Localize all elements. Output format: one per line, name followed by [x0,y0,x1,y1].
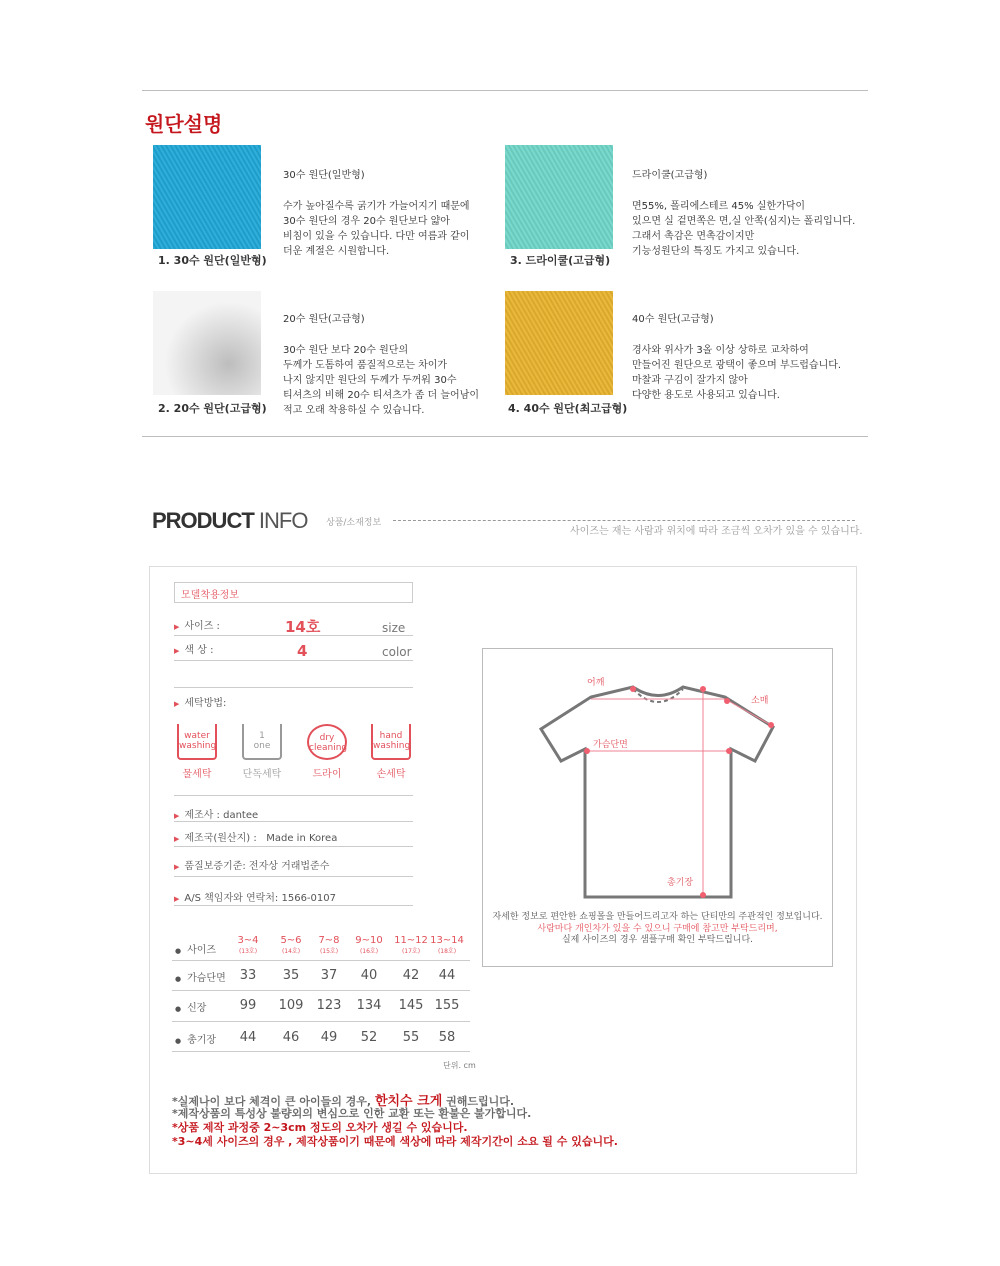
wash-label-1: 단독세탁 [242,769,282,780]
footer-note-4: *3~4세 사이즈의 경우 , 제작상품이기 때문에 색상에 따라 제작기간이 소요 될 수 있습니다. [172,1135,618,1148]
wash-label-2: 드라이 [312,769,342,780]
bullet-icon: ▶ [174,700,180,708]
size-cell: 123 [316,998,342,1013]
size-table-unit: 단위. cm [443,1061,476,1070]
top-divider [142,90,868,91]
fabric-caption-30: 1. 30수 원단(일반형) [158,254,267,267]
size-cell: 109 [278,998,304,1013]
fabric-desc-40 [632,297,868,403]
size-header: 9~10 (16호) [355,935,383,955]
size-row-label: ● 사이즈 [175,945,217,956]
size-cell: 52 [360,1030,378,1045]
footer-note-2: *제작상품의 특성상 불량외의 변심으로 인한 교환 또는 환불은 불가합니다. [172,1107,532,1120]
fabric-swatch-40 [505,291,613,395]
size-cell: 134 [356,998,382,1013]
size-cell: 46 [282,1030,300,1045]
diagram-label-length: 총기장 [667,878,694,888]
fabric-heading-40: 40수 원단(고급형) [632,314,714,325]
size-header: 11~12 (17호) [394,935,428,955]
model-color-row [174,641,413,661]
product-info-title-bold: PRODUCT [152,508,254,533]
size-cell: 49 [320,1030,338,1045]
wash-icon-2: dry cleaning [307,724,347,760]
model-size-unit: size [382,621,406,635]
size-cell: 155 [434,998,460,1013]
fabric-text-drycool: 면55%, 폴리에스테르 45% 실한가닥이 있으면 실 겉면쪽은 면,실 안쪽(심지)는 폴리입니다. 그래서 촉감은 면촉감이지만 기능성원단의 특징도 가지고 있습니다. [632,201,856,257]
info-row-maker [174,806,413,822]
fabric-caption-20: 2. 20수 원단(고급형) [158,402,267,415]
fabric-text-30: 수가 높아질수록 굵기가 가늘어지기 때문에 30수 원단의 경우 20수 원단보다 얇아 비침이 있을 수 있습니다. 다만 여름과 같이 더운 계절은 시원합니다. [283,201,470,257]
info-value: 전자상 거래법준수 [248,861,330,872]
model-color-unit: color [382,645,412,659]
bullet-icon: ▶ [174,623,180,631]
size-cell: 33 [239,968,257,983]
wash-divider [174,795,413,796]
footer-note-1c: 권해드립니다. [446,1095,515,1108]
diagram-note-2: 사람마다 개인차가 있을 수 있으니 구매에 참고만 부탁드리며, [537,924,778,934]
diagram-label-chest: 가슴단면 [593,740,628,750]
footer-note-1a: *실제나이 보다 체격이 큰 아이들의 경우, [172,1095,372,1108]
wash-method-text: 세탁방법: [184,698,227,709]
model-color-value: 4 [297,642,308,660]
fabric-heading-20: 20수 원단(고급형) [283,314,365,325]
info-row-quality [174,857,413,877]
wash-icon-0: water washing [177,724,217,760]
size-cell: 42 [402,968,420,983]
info-value: Made in Korea [266,833,338,844]
size-table-line [172,1051,470,1052]
fabric-heading-30: 30수 원단(일반형) [283,170,365,181]
size-cell: 58 [438,1030,456,1045]
wash-method-label [174,694,226,709]
fabric-swatch-30 [153,145,261,249]
info-label: A/S 책임자와 연락처: [184,893,279,904]
fabric-text-20: 30수 원단 보다 20수 원단의 두께가 도톰하여 품질적으로는 차이가 나지 않지만 원단의 두께가 두꺼워 30수 티셔츠의 비해 20수 티셔츠가 좀 더 늘어남이 적고 오래 착용하실 수 있습니다. [283,345,480,416]
fabric-section-title: 원단설명 [145,112,223,136]
fabric-caption-40: 4. 40수 원단(최고급형) [508,402,628,415]
wash-label-0: 물세탁 [182,769,212,780]
size-header: 5~6 (14호) [280,935,302,955]
info-label: 제조국(원산지) : [184,833,257,844]
fabric-desc-20 [283,297,495,418]
fabric-desc-drycool [632,153,868,259]
product-info-title-light: INFO [253,508,308,533]
size-cell: 44 [239,1030,257,1045]
info-row-as [174,889,413,906]
size-row-label: ● 신장 [175,1003,207,1014]
wash-icon-3: hand washing [371,724,411,760]
fabric-swatch-drycool [505,145,613,249]
info-value: 1566-0107 [281,893,336,904]
product-info-note: 사이즈는 재는 사람과 위치에 따라 조금씩 오차가 있을 수 있습니다. [570,526,863,537]
size-header: 3~4 (13호) [237,935,259,955]
size-cell: 35 [282,968,300,983]
fabric-swatch-20 [153,291,261,395]
model-size-value: 14호 [285,618,321,636]
product-info-dash-line [393,520,855,521]
footer-note-1b: 한치수 크게 [374,1094,443,1109]
diagram-note-3: 실제 사이즈의 경우 샘플구매 확인 부탁드립니다. [561,935,754,945]
wash-label-3: 손세탁 [376,769,406,780]
model-size-label: 사이즈 : [184,621,220,632]
size-table-line [172,990,470,991]
size-cell: 37 [320,968,338,983]
fabric-bottom-divider [142,436,868,437]
info-row-origin [174,829,413,847]
bullet-icon: ▶ [174,647,180,655]
fabric-caption-drycool: 3. 드라이쿨(고급형) [510,254,611,267]
size-header: 13~14 (18호) [430,935,464,955]
info-value: dantee [223,810,259,821]
size-row-label: ● 총기장 [175,1035,217,1046]
info-label: 제조사 : [184,810,220,821]
product-info-subtitle: 상품/소재정보 [326,518,382,528]
bullet-icon: ▶ [174,812,180,820]
bullet-icon: ▶ [174,895,180,903]
wash-icon-1: 1 one [242,724,282,760]
model-divider [174,687,413,688]
size-table-line [172,960,470,961]
size-table-line [172,1021,470,1022]
size-header: 7~8 (15호) [318,935,340,955]
product-info-title [152,508,307,534]
size-cell: 145 [398,998,424,1013]
diagram-label-sleeve: 소매 [751,696,769,706]
fabric-heading-drycool: 드라이쿨(고급형) [632,170,708,181]
fabric-desc-30 [283,153,493,259]
size-row-label: ● 가슴단면 [175,973,226,984]
model-color-label: 색 상 : [184,645,214,656]
bullet-icon: ▶ [174,835,180,843]
info-label: 품질보증기준: [184,861,246,872]
size-cell: 99 [239,998,257,1013]
size-cell: 44 [438,968,456,983]
diagram-note-1: 자세한 정보로 편안한 쇼핑몰을 만들어드리고자 하는 단티만의 주관적인 정보입니다. [492,912,823,922]
diagram-label-shoulder: 어깨 [587,678,605,688]
size-cell: 40 [360,968,378,983]
size-cell: 55 [402,1030,420,1045]
bullet-icon: ▶ [174,863,180,871]
fabric-text-40: 경사와 위사가 3올 이상 상하로 교차하여 만들어진 원단으로 광택이 좋으며 부드럽습니다. 마찰과 구김이 잘가지 않아 다양한 용도로 사용되고 있습니다. [632,345,842,401]
model-info-header: 모델착용정보 [174,582,413,603]
footer-note-3: *상품 제작 과정중 2~3cm 정도의 오차가 생길 수 있습니다. [172,1121,468,1134]
